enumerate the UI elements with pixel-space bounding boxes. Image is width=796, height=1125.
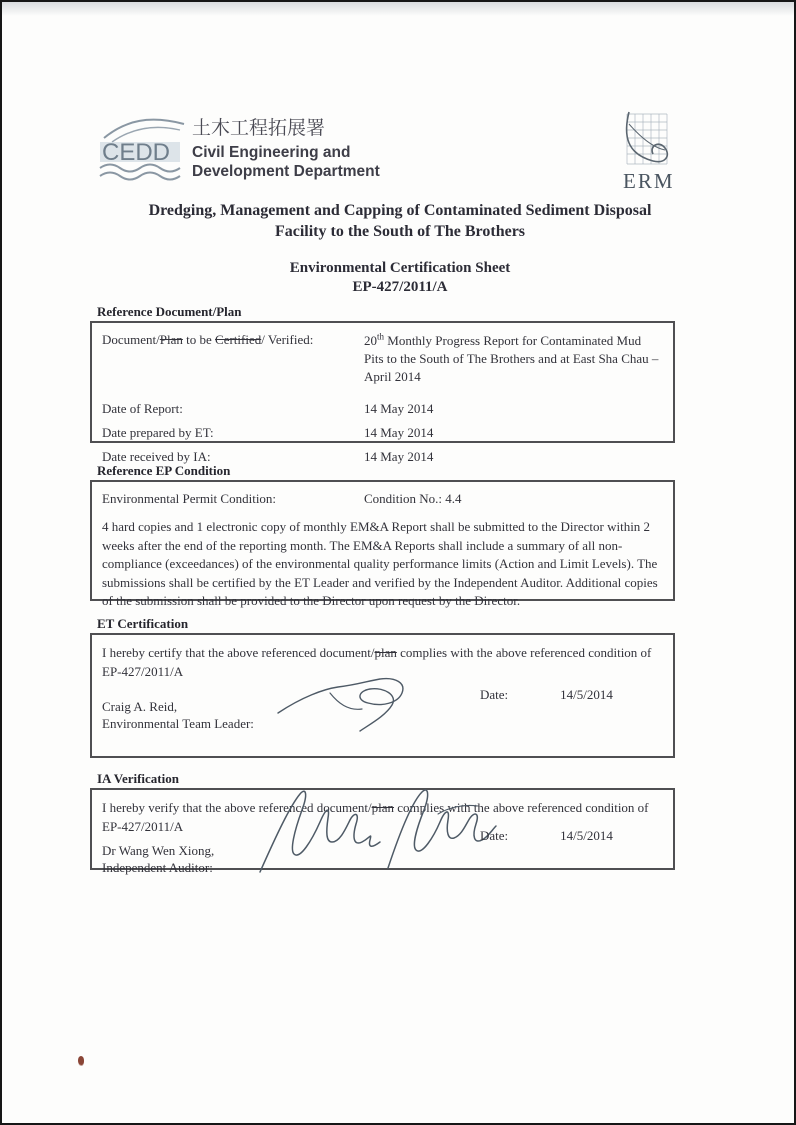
- et-certification-box: [90, 633, 675, 758]
- date-received-label: Date received by IA:: [102, 449, 211, 464]
- cedd-chinese-name: 土木工程拓展署: [192, 117, 326, 139]
- et-signer-name: Craig A. Reid,: [102, 699, 178, 714]
- struck-word-plan: plan: [374, 645, 397, 660]
- ia-signer-name: Dr Wang Wen Xiong,: [102, 843, 215, 858]
- document-verified-label: Document/Plan to be Certified/ Verified:: [102, 332, 314, 347]
- et-date-value: 14/5/2014: [560, 687, 613, 702]
- struck-word-plan: Plan: [159, 332, 183, 347]
- et-signer-block: [102, 698, 663, 732]
- date-prepared-label: Date prepared by ET:: [102, 425, 214, 440]
- reference-document-heading: Reference Document/Plan: [97, 304, 242, 319]
- cedd-logo: [98, 112, 388, 190]
- document-verified-value: 20th Monthly Progress Report for Contaminated Mud Pits to the South of The Brothers and at East Sha Chau – April 2014: [364, 331, 659, 384]
- ep-condition-body: 4 hard copies and 1 electronic copy of monthly EM&A Report shall be submitted to the Director within 2 weeks after the end of the reporting month. The EM&A Reports shall include a summary of all non-compliance (exceedances) of the environmental quality performance limits (Action and Limit Levels). The submissions shall be certified by the ET Leader and verified by the Independent Auditor. Additional copies of the submission shall be provided to the Director upon request by the Director.: [102, 519, 658, 608]
- date-prepared-value: 14 May 2014: [364, 425, 434, 440]
- ia-statement-line2: EP-427/2011/A: [102, 818, 184, 834]
- document-title-line1: Dredging, Management and Capping of Contaminated Sediment Disposal: [148, 202, 652, 219]
- document-verified-row: [102, 332, 663, 386]
- et-certification-heading: ET Certification: [97, 616, 189, 631]
- et-statement: I hereby certify that the above referenced document/plan complies with the above referenced condition of: [102, 645, 652, 660]
- certification-sheet-title: [42, 259, 758, 297]
- ia-date-row: [480, 828, 613, 844]
- document-title: [42, 200, 758, 242]
- permit-condition-label: Environmental Permit Condition:: [102, 491, 277, 506]
- cedd-logo-graphic: [98, 112, 388, 190]
- ia-statement: I hereby verify that the above referenced document/plan complies with the above referenced condition of: [102, 800, 649, 815]
- sheet-name: Environmental Certification Sheet: [289, 260, 511, 276]
- ia-signer-block: [102, 842, 663, 876]
- date-of-report-value: 14 May 2014: [364, 401, 434, 416]
- permit-number: EP-427/2011/A: [352, 279, 448, 295]
- scan-speck-mark: [78, 1056, 84, 1065]
- scan-edge-shadow: [2, 2, 794, 16]
- ia-verification-heading: IA Verification: [97, 771, 179, 786]
- date-received-value: 14 May 2014: [364, 449, 434, 464]
- ia-verification-box: [90, 788, 675, 875]
- ia-signer-title: Independent Auditor:: [102, 860, 213, 875]
- date-of-report-row: [102, 401, 663, 417]
- svg-text:Development Department: Development Department: [192, 163, 380, 180]
- date-of-report-label: Date of Report:: [102, 401, 183, 416]
- reference-ep-box: [90, 480, 675, 608]
- erm-logo-graphic: [605, 106, 701, 196]
- et-statement-line2: EP-427/2011/A: [102, 663, 184, 679]
- ia-date-label: Date:: [480, 828, 509, 843]
- erm-logo: [605, 106, 701, 196]
- struck-word-plan: plan: [371, 800, 395, 815]
- struck-word-certified: Certified: [215, 332, 262, 347]
- reference-document-box: [90, 321, 675, 464]
- reference-ep-heading: Reference EP Condition: [97, 463, 231, 478]
- svg-text:CEDD: CEDD: [102, 139, 171, 166]
- document-title-line2: Facility to the South of The Brothers: [274, 223, 526, 240]
- et-date-label: Date:: [480, 687, 509, 702]
- ia-date-value: 14/5/2014: [560, 828, 613, 843]
- et-signer-title: Environmental Team Leader:: [102, 716, 254, 731]
- et-date-row: [480, 687, 613, 703]
- svg-text:Civil Engineering and: Civil Engineering and: [192, 144, 351, 161]
- permit-condition-row: [102, 491, 663, 507]
- permit-condition-value: Condition No.: 4.4: [364, 491, 462, 506]
- date-prepared-row: [102, 425, 663, 441]
- erm-logo-text: ERM: [623, 169, 675, 193]
